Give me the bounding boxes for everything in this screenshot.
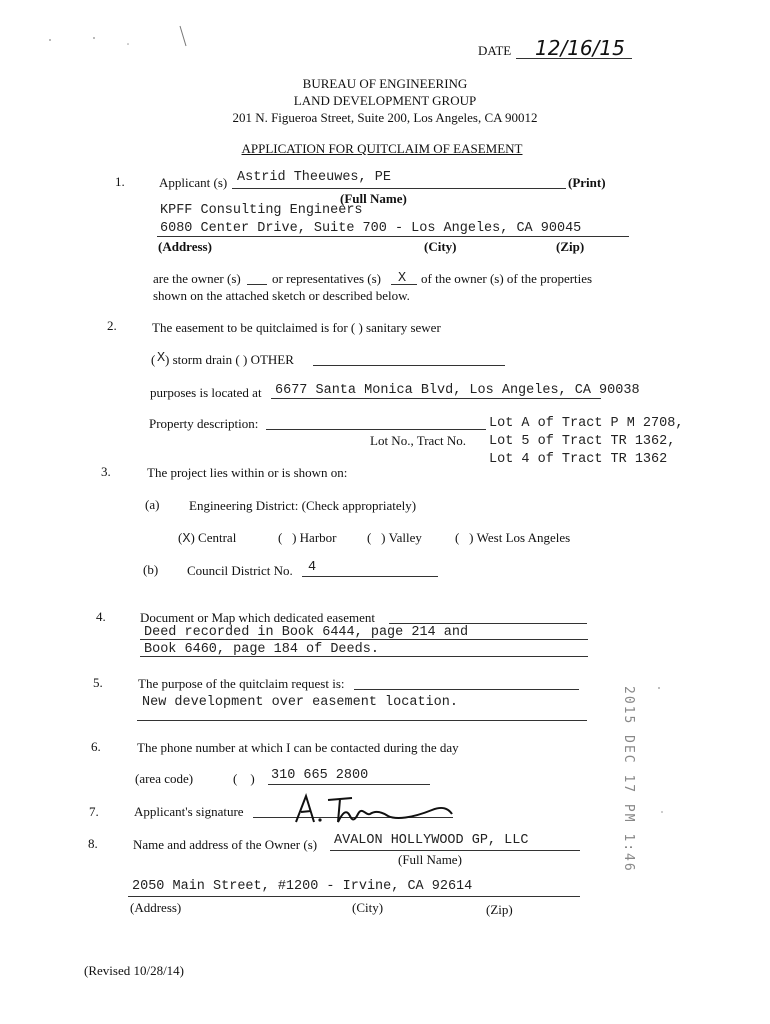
date-value: 12/16/15 <box>535 36 625 60</box>
council-district-label: Council District No. <box>187 563 293 578</box>
address-line <box>157 236 629 237</box>
owner-zip-label: (Zip) <box>486 902 513 917</box>
owner-text-c: of the owner (s) of the properties <box>421 271 593 286</box>
applicant-name[interactable]: Astrid Theeuwes, PE <box>237 170 391 185</box>
other-line <box>313 365 505 366</box>
applicant-address[interactable]: 6080 Center Drive, Suite 700 - Los Angeles, CA 90045 <box>160 221 582 236</box>
council-line <box>302 576 438 577</box>
purpose-label: The purpose of the quitclaim request is: <box>138 676 345 691</box>
received-stamp: 2015 DEC 17 PM 1:46 <box>621 686 636 873</box>
storm-drain-text: storm drain ( ) OTHER <box>172 352 294 367</box>
group-heading: LAND DEVELOPMENT GROUP <box>293 93 477 108</box>
applicant-label: Applicant (s) <box>159 175 228 190</box>
city-label: (City) <box>424 239 457 254</box>
storm-paren-open: ( <box>151 352 156 367</box>
council-value[interactable]: 4 <box>308 560 317 575</box>
project-lies-label: The project lies within or is shown on: <box>147 465 348 480</box>
harbor-label: Harbor <box>299 530 337 545</box>
item5-number: 5. <box>93 675 103 690</box>
item3b-label: (b) <box>143 562 159 577</box>
item6-number: 6. <box>91 739 101 754</box>
item2-number: 2. <box>107 318 117 333</box>
item1-number: 1. <box>115 174 125 189</box>
form-title: APPLICATION FOR QUITCLAIM OF EASEMENT <box>241 141 523 156</box>
bureau-address: 201 N. Figueroa Street, Suite 200, Los Angeles, CA 90012 <box>232 110 538 125</box>
west-la-option[interactable]: ( ) West Los Angeles <box>455 530 571 545</box>
signature[interactable] <box>292 792 462 826</box>
phone-value[interactable]: 310 665 2800 <box>271 768 369 783</box>
area-code-parens: ( ) <box>233 771 255 786</box>
owner-address-value[interactable]: 2050 Main Street, #1200 - Irvine, CA 92614 <box>132 879 473 894</box>
print-label: (Print) <box>568 175 606 190</box>
bureau-heading: BUREAU OF ENGINEERING <box>302 76 468 91</box>
applicant-line <box>232 188 566 189</box>
central-option[interactable]: (X) Central <box>178 530 237 547</box>
purpose-rule <box>137 720 587 721</box>
full-name-label: (Full Name) <box>340 191 407 206</box>
rep-mark[interactable]: X <box>398 271 407 286</box>
lot-line-1[interactable]: Lot A of Tract P M 2708, <box>489 416 684 431</box>
document-rule-2 <box>140 656 588 657</box>
property-line <box>266 429 486 430</box>
owner-city-label: (City) <box>352 900 384 915</box>
zip-label: (Zip) <box>556 239 585 254</box>
phone-label: The phone number at which I can be contacted during the day <box>137 740 459 755</box>
lot-line-3[interactable]: Lot 4 of Tract TR 1362 <box>489 452 668 467</box>
location-value[interactable]: 6677 Santa Monica Blvd, Los Angeles, CA 90038 <box>275 383 640 398</box>
area-code-label: (area code) <box>135 771 194 786</box>
storm-drain-line: ) storm drain ( ) OTHER <box>165 352 294 367</box>
owner-text-a: are the owner (s) <box>153 271 241 286</box>
document-line-1[interactable]: Deed recorded in Book 6444, page 214 and <box>144 625 469 640</box>
applicant-company[interactable]: KPFF Consulting Engineers <box>160 203 363 218</box>
date-label: DATE <box>478 43 512 58</box>
owner-full-name-label: (Full Name) <box>398 852 462 867</box>
item7-number: 7. <box>89 804 99 819</box>
owner-name-label: Name and address of the Owner (s) <box>133 837 318 852</box>
central-mark: X <box>182 532 191 547</box>
signature-label: Applicant's signature <box>134 804 244 819</box>
easement-type-line: The easement to be quitclaimed is for ( ) sanitary sewer <box>152 320 441 335</box>
item4-number: 4. <box>96 609 106 624</box>
phone-line <box>268 784 430 785</box>
item8-number: 8. <box>88 836 98 851</box>
address-label: (Address) <box>158 239 212 254</box>
purpose-line-0 <box>354 689 579 690</box>
owner-address-label: (Address) <box>130 900 182 915</box>
item3-number: 3. <box>101 464 111 479</box>
storm-drain-mark[interactable]: X <box>157 351 166 366</box>
lot-line-2[interactable]: Lot 5 of Tract TR 1362, <box>489 434 676 449</box>
item3a-label: (a) <box>145 497 160 512</box>
owner-text-b: or representatives (s) <box>272 271 382 286</box>
property-label: Property description: <box>149 416 259 431</box>
owner-name-line <box>330 850 580 851</box>
valley-label: Valley <box>388 530 422 545</box>
purposes-label: purposes is located at <box>150 385 262 400</box>
central-label: Central <box>198 530 237 545</box>
owner-address-line <box>128 896 580 897</box>
location-line <box>271 398 601 399</box>
document-map-label: Document or Map which dedicated easement <box>140 610 375 625</box>
document-line-2[interactable]: Book 6460, page 184 of Deeds. <box>144 642 379 657</box>
purpose-value[interactable]: New development over easement location. <box>142 695 458 710</box>
owner-text-d: shown on the attached sketch or described below. <box>153 288 410 303</box>
valley-option[interactable]: ( ) Valley <box>367 530 422 545</box>
document-rule-1 <box>140 639 588 640</box>
engineering-district-label: Engineering District: (Check appropriately) <box>189 498 417 513</box>
owner-name-value[interactable]: AVALON HOLLYWOOD GP, LLC <box>334 833 529 848</box>
document-line-0 <box>389 623 587 624</box>
west-la-label: West Los Angeles <box>476 530 571 545</box>
owner-blank <box>247 284 267 285</box>
lot-tract-label: Lot No., Tract No. <box>370 433 467 448</box>
signature-image <box>292 792 462 826</box>
revised-date: (Revised 10/28/14) <box>84 963 185 978</box>
harbor-option[interactable]: ( ) Harbor <box>278 530 337 545</box>
